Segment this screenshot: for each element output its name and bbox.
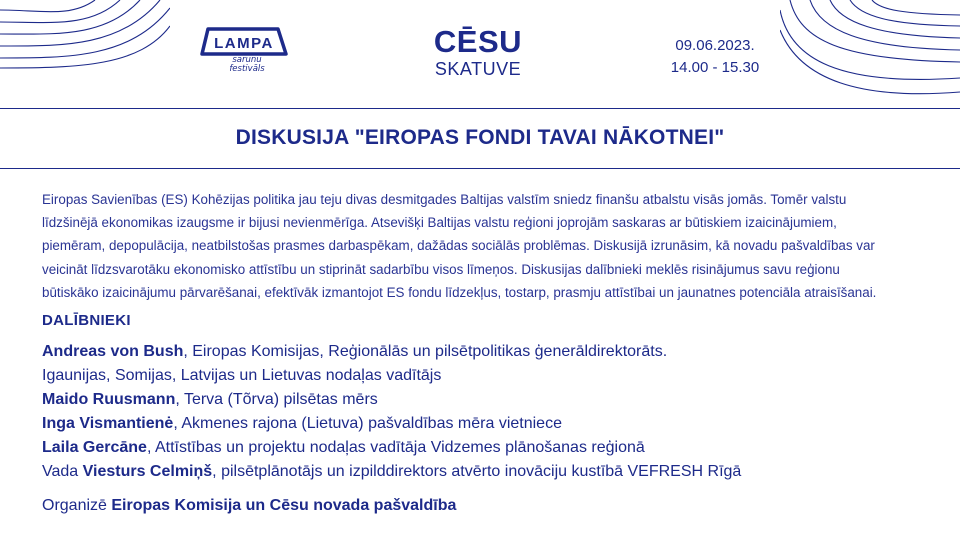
intro-line: piemēram, depopulācija, neatbilstošas prasmes darbaspēkam, dažādas sociālās problēmas. Diskusijā izrunāsim, kā novadu pašvaldības var bbox=[42, 238, 875, 254]
organizer-prefix: Organizē bbox=[42, 497, 112, 514]
participant-item bbox=[42, 364, 942, 388]
participant-name: Inga Vismantienė bbox=[42, 415, 174, 432]
participant-role: , Akmenes rajona (Lietuva) pašvaldības mēra vietniece bbox=[173, 415, 562, 432]
event-time: 14.00 - 15.30 bbox=[670, 59, 760, 76]
lampa-logo-text: LAMPA bbox=[214, 35, 274, 52]
divider-bottom bbox=[0, 168, 960, 169]
event-date: 09.06.2023. bbox=[675, 37, 755, 54]
participant-item bbox=[42, 412, 942, 436]
lampa-logo-subtitle bbox=[220, 56, 274, 74]
participant-item bbox=[42, 388, 942, 412]
intro-line: būtiskāko izaicinājumu pārvarēšanai, efektīvāk izmantojot ES fondu līdzekļus, tostarp, prasmju attīstībai un jaunatnes potenciāla atraisīšanai. bbox=[42, 284, 877, 300]
stage-city: CĒSU bbox=[433, 24, 523, 59]
logo-sub-line2: festivāls bbox=[229, 64, 265, 74]
stage-label bbox=[418, 26, 538, 80]
participant-role: , pilsētplānotājs un izpilddirektors atvērto inovāciju kustībā VEFRESH Rīgā bbox=[212, 463, 742, 480]
participant-name: Viesturs Celmiņš bbox=[82, 463, 213, 480]
intro-paragraph bbox=[42, 188, 922, 304]
participants-heading: DALĪBNIEKI bbox=[42, 312, 131, 329]
event-datetime bbox=[660, 35, 770, 79]
page-title: DISKUSIJA "EIROPAS FONDI TAVAI NĀKOTNEI" bbox=[235, 126, 725, 149]
intro-line: līdzšinējā ekonomikas izaugsme ir bijusi nevienmērīga. Atsevišķi Baltijas valstu reģioni joprojām saskaras ar būtiskiem izaicinājumiem, bbox=[42, 215, 837, 231]
participant-role: , Terva (Tõrva) pilsētas mērs bbox=[175, 391, 378, 408]
participant-role: , Attīstības un projektu nodaļas vadītāja Vidzemes plānošanas reģionā bbox=[146, 439, 645, 456]
participant-item bbox=[42, 340, 942, 364]
lampa-logo bbox=[200, 26, 290, 74]
event-header bbox=[0, 0, 960, 108]
participant-item bbox=[42, 436, 942, 460]
organizer-line bbox=[42, 494, 456, 518]
divider-top bbox=[0, 108, 960, 109]
participant-name: Maido Ruusmann bbox=[42, 391, 176, 408]
participant-prefix: Vada bbox=[42, 463, 83, 480]
participant-name: Laila Gercāne bbox=[42, 439, 147, 456]
participant-item bbox=[42, 460, 942, 484]
participants-list bbox=[42, 340, 942, 484]
participant-name: Andreas von Bush bbox=[42, 343, 184, 360]
stage-name: SKATUVE bbox=[434, 59, 522, 79]
participant-role: , Eiropas Komisijas, Reģionālās un pilsētpolitikas ģenerāldirektorāts. bbox=[183, 343, 668, 360]
organizer-name: Eiropas Komisija un Cēsu novada pašvaldība bbox=[111, 497, 457, 514]
participant-role: Igaunijas, Somijas, Latvijas un Lietuvas nodaļas vadītājs bbox=[42, 367, 442, 384]
logo-sub-line1: sarunu bbox=[232, 55, 262, 65]
intro-line: Eiropas Savienības (ES) Kohēzijas politika jau teju divas desmitgades Baltijas valstīm sniedz finanšu atbalstu visās jomās. Tomēr valstu bbox=[42, 192, 847, 207]
intro-line: veicināt līdzsvarotāku ekonomisko attīstību un stiprināt sadarbību visos līmeņos. Diskusijas dalībnieki meklēs risinājumus savu reģionu bbox=[42, 261, 840, 277]
